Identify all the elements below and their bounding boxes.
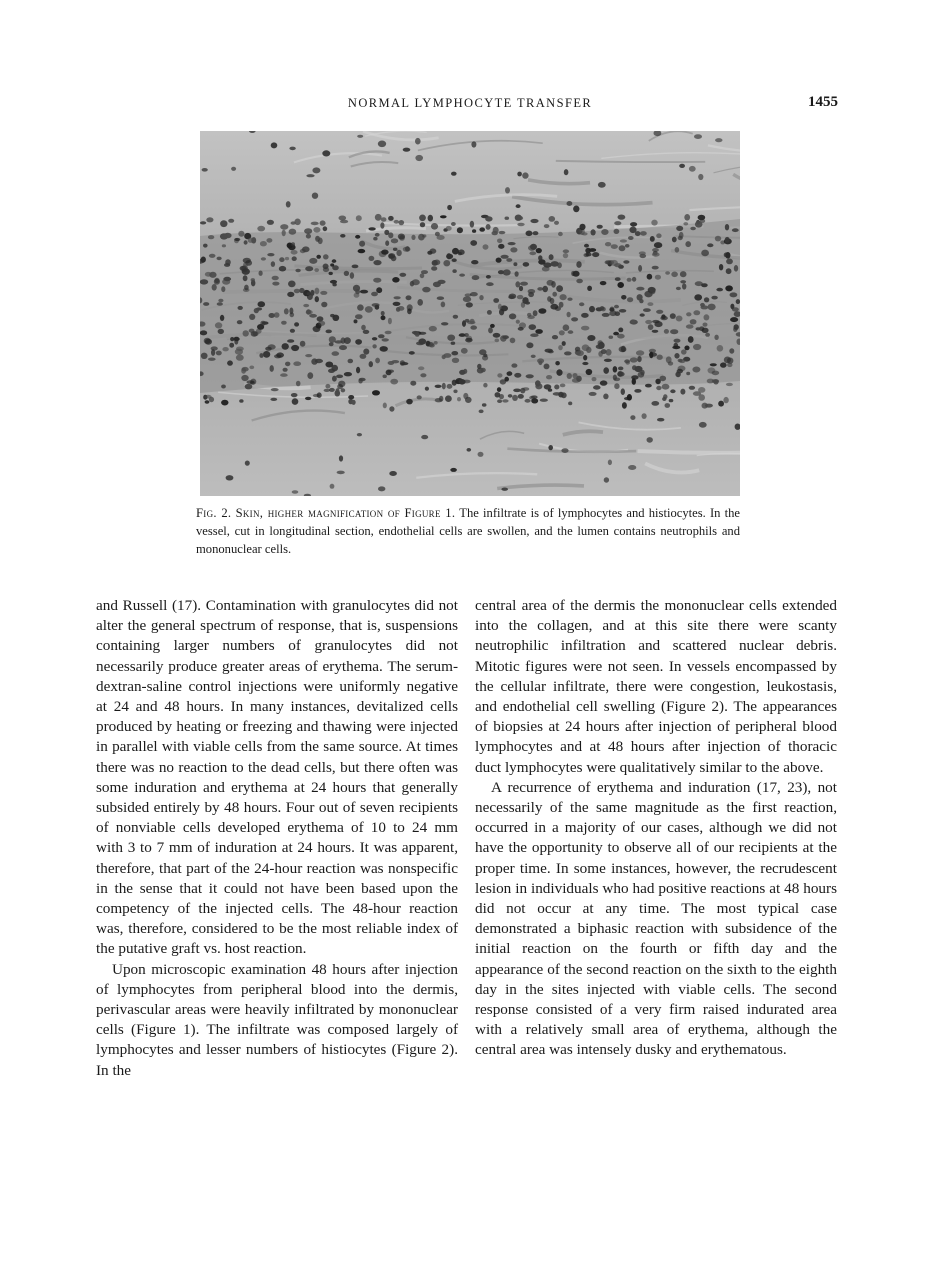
paragraph: central area of the dermis the mononuclear cells extended into the collagen, and at this site there were scanty neutrophilic infiltration and scattered nuclear debris. Mitotic figures were not seen. In vessels encompassed by the cellular infiltrate, there were congestion, leukostasis, and endothelial cell swelling (Figure 2). The appearances of biopsies at 24 hours after injection of peripheral blood lymphocytes and at 48 hours after injection of thoracic duct lymphocytes were qualitatively similar to the above. <box>475 597 837 776</box>
page-number: 1455 <box>808 94 838 110</box>
figure-label: Fig. 2. <box>196 506 232 520</box>
figure-caption-text: The infiltrate is of lymphocytes and histiocytes. In the vessel, cut in longitudinal section, endothelial cells are swollen, and the lumen contains neutrophils and mononuclear cells. <box>196 506 741 556</box>
right-column <box>475 596 837 1061</box>
running-title: NORMAL LYMPHOCYTE TRANSFER <box>347 96 593 110</box>
paragraph: A recurrence of erythema and induration (17, 23), not necessarily of the same magnitude as the first reaction, occurred in a majority of our cases, although we did not have the opportunity to observe all of our recipients at the proper time. In some instances, however, the recrudescent lesion in individuals who had positive reactions at 48 hours did not occur at any time. The most typical case demonstrated a biphasic reaction with subsidence of the initial reaction on the fourth or fifth day and the appearance of the second reaction on the sixth to the eighth day in the sites injected with viable cells. The second response consisted of a very firm raised indurated area with a relatively small area of erythema, although the central area was intensely dusky and erythematous. <box>475 778 837 1059</box>
figure-caption <box>196 504 740 558</box>
paragraph: and Russell (17). Contamination with granulocytes did not alter the general spectrum of response, that is, suspensions containing larger numbers of granulocytes did not necessarily produce greater areas of erythema. The serum-dextran-saline control injections were uniformly negative at 24 and 48 hours. In many instances, devitalized cells produced by heating or freezing and thawing were injected in parallel with viable cells from the same source. At times there was no reaction to the dead cells, but there often was some induration and erythema at 24 hours that generally subsided entirely by 48 hours. Four out of seven recipients of nonviable cells developed erythema of 10 to 24 mm with 3 to 7 mm of induration at 24 hours. It was apparent, therefore, that part of the 24-hour reaction was nonspecific in the sense that it could not have been based upon the competency of the injected cells. The 48-hour reaction was, therefore, considered to be the most reliable index of the putative graft vs. host reaction. <box>96 597 458 958</box>
paragraph: Upon microscopic examination 48 hours after injection of lymphocytes from peripheral blood into the dermis, perivascular areas were heavily infiltrated by mononuclear cells (Figure 1). The infiltrate was composed largely of lymphocytes and lesser numbers of histiocytes (Figure 2). In the <box>96 960 458 1079</box>
figure-title: Skin, higher magnification of Figure 1. <box>235 506 456 520</box>
micrograph-image <box>200 131 740 496</box>
running-header <box>0 94 936 114</box>
left-column <box>96 596 458 1081</box>
